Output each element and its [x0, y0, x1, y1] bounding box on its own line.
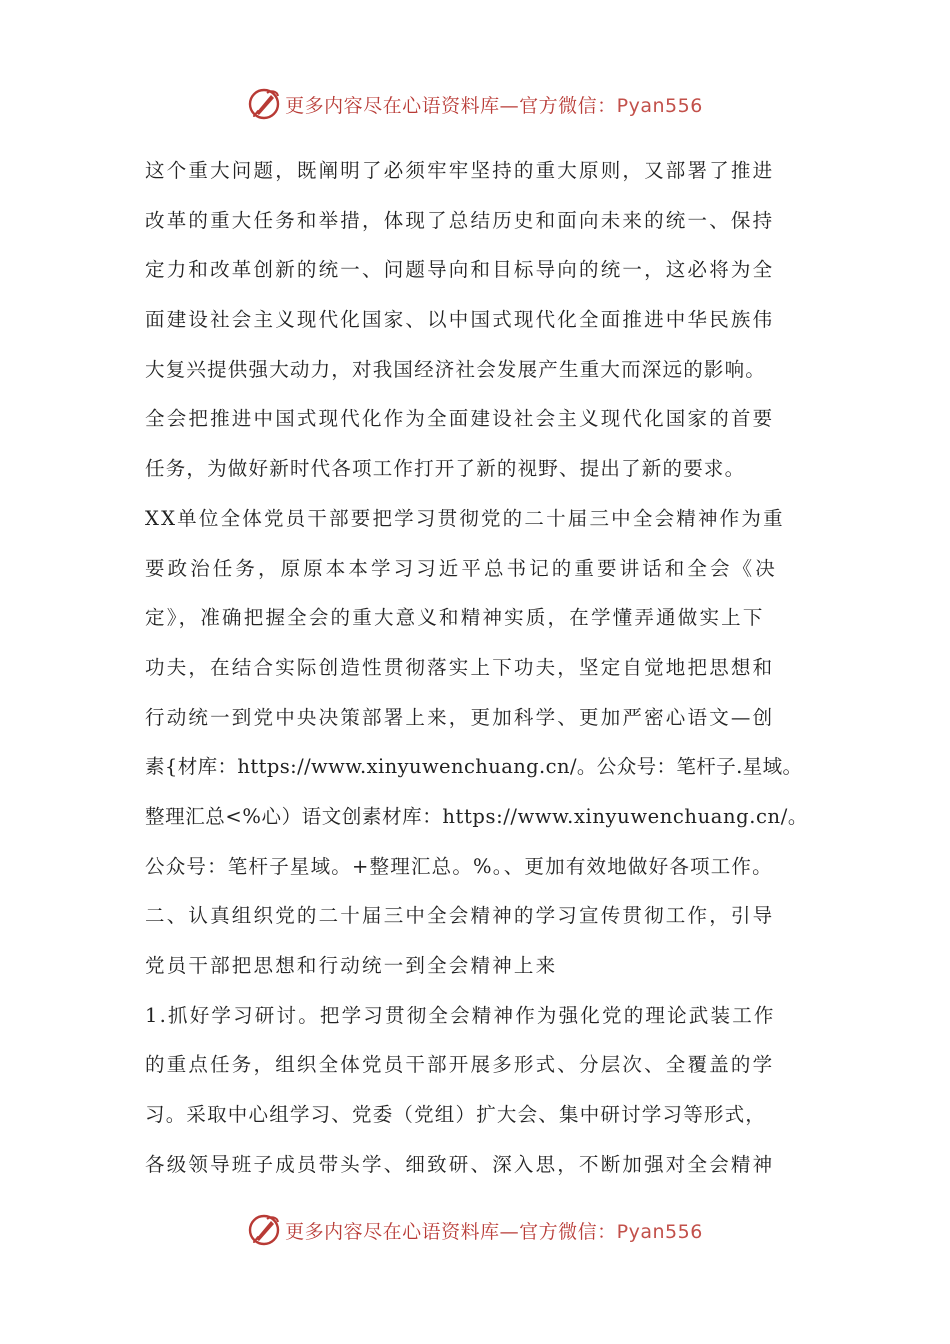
text-line: 各级领导班子成员带头学、细致研、深入思，不断加强对全会精神: [145, 1152, 775, 1176]
footer-wechat-id: Pyan556: [616, 1220, 703, 1243]
text-line: 要政治任务，原原本本学习习近平总书记的重要讲话和全会《决: [145, 556, 778, 580]
document-body: [145, 146, 810, 1189]
header-wechat-id: Pyan556: [616, 94, 703, 117]
text-line: 定力和改革创新的统一、问题导向和目标导向的统一，这必将为全: [145, 258, 775, 282]
text-line: 素{材库：https://www.xinyuwenchuang.cn/。公众号：笔杆子.星域。: [145, 755, 803, 779]
text-line: 整理汇总<%心）语文创素材库：https://www.xinyuwenchuang.cn/。: [145, 804, 808, 828]
text-line: 1.抓好学习研讨。把学习贯彻全会精神作为强化党的理论武装工作: [145, 1003, 776, 1027]
header-brand-label: 更多内容尽在心语资料库—官方微信：: [285, 94, 617, 117]
text-line: 公众号：笔杆子星域。+整理汇总。%。、更加有效地做好各项工作。: [145, 854, 773, 878]
text-line: 这个重大问题，既阐明了必须牢牢坚持的重大原则，又部署了推进: [145, 159, 775, 182]
text-line: XX单位全体党员干部要把学习贯彻党的二十届三中全会精神作为重: [145, 506, 785, 530]
text-line: 全会把推进中国式现代化作为全面建设社会主义现代化国家的首要: [145, 407, 775, 431]
text-line: 大复兴提供强大动力，对我国经济社会发展产生重大而深远的影响。: [145, 357, 767, 381]
text-line: 二、认真组织党的二十届三中全会精神的学习宣传贯彻工作，引导: [145, 904, 775, 928]
text-line: 党员干部把思想和行动统一到全会精神上来: [145, 954, 558, 977]
text-line: 改革的重大任务和举措，体现了总结历史和面向未来的统一、保持: [145, 208, 775, 232]
quill-pen-logo-icon: [247, 87, 281, 121]
header-watermark-banner: [0, 84, 950, 124]
text-line: 任务，为做好新时代各项工作打开了新的视野、提出了新的要求。: [145, 457, 746, 481]
footer-brand-text: [285, 1217, 703, 1244]
text-line: 功夫，在结合实际创造性贯彻落实上下功夫，坚定自觉地把思想和: [145, 655, 775, 679]
text-line: 定》，准确把握全会的重大意义和精神实质，在学懂弄通做实上下: [145, 606, 765, 630]
text-line: 习。采取中心组学习、党委（党组）扩大会、集中研讨学习等形式，: [145, 1103, 767, 1127]
text-line: 面建设社会主义现代化国家、以中国式现代化全面推进中华民族伟: [145, 308, 775, 332]
footer-watermark-banner: [0, 1210, 950, 1250]
quill-pen-logo-icon: [247, 1213, 281, 1247]
text-line: 行动统一到党中央决策部署上来，更加科学、更加严密心语文—创: [145, 705, 775, 729]
header-brand-text: [285, 91, 703, 118]
footer-brand-label: 更多内容尽在心语资料库—官方微信：: [285, 1220, 617, 1243]
text-line: 的重点任务，组织全体党员干部开展多形式、分层次、全覆盖的学: [145, 1053, 775, 1077]
